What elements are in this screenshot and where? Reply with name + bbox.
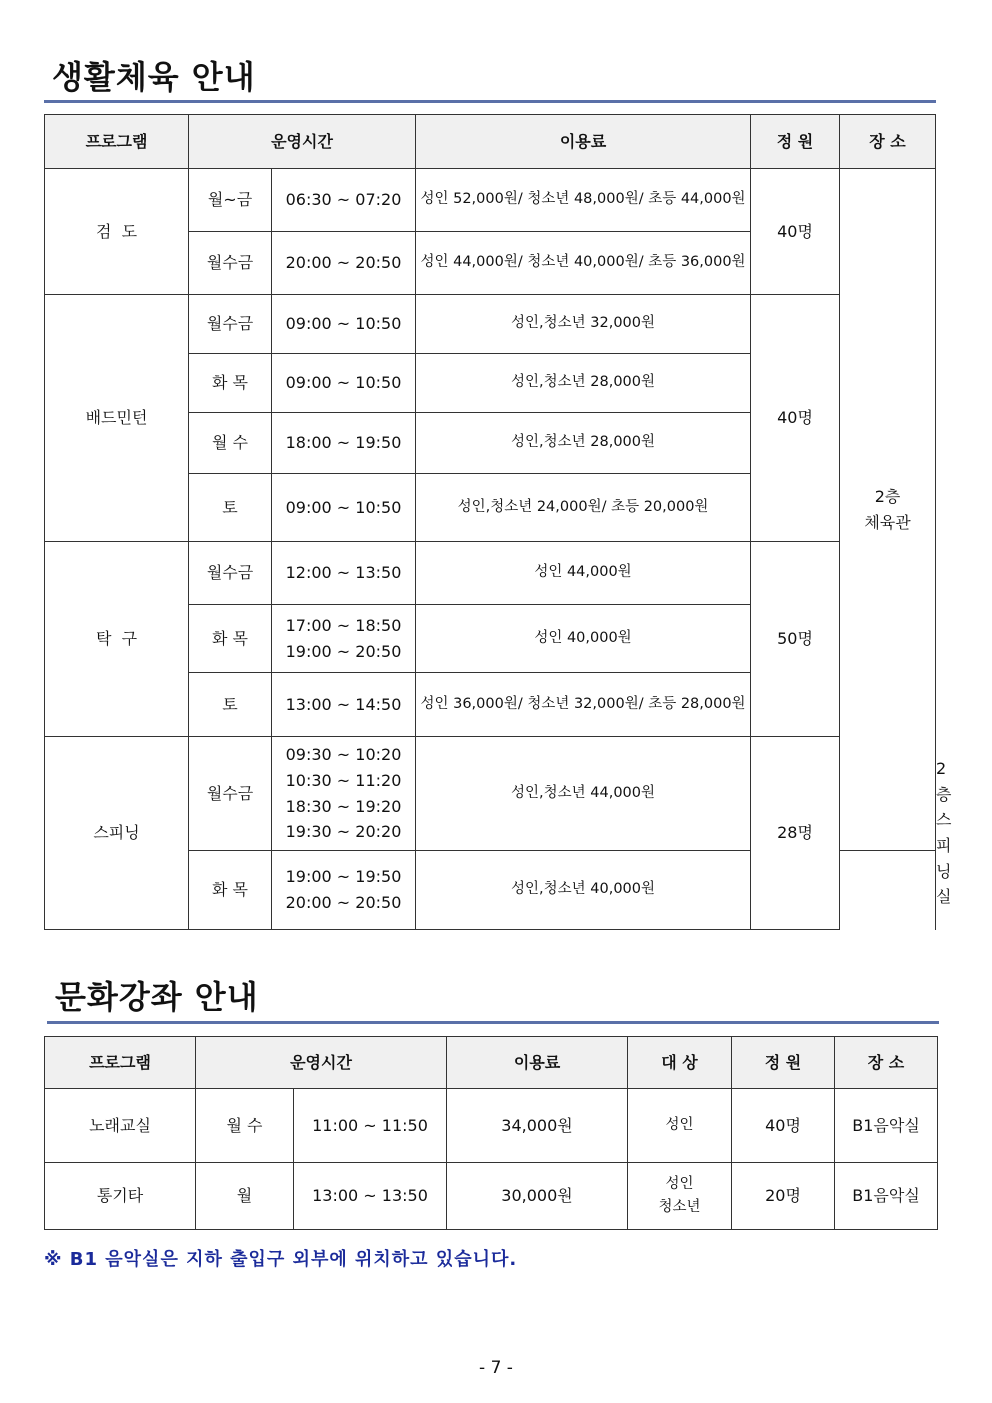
time-cell: 09:00 ~ 10:50: [272, 295, 416, 354]
time-cell: 06:30 ~ 07:20: [272, 169, 416, 232]
fee-cell: 성인,청소년 44,000원: [416, 737, 751, 851]
capacity-cell: 40명: [751, 295, 840, 542]
capacity-cell: 40명: [751, 169, 840, 295]
days-cell: 화 목: [189, 851, 272, 930]
days-cell: 월수금: [189, 737, 272, 851]
program-spinning: 스피닝: [45, 737, 189, 930]
time-line: 18:30 ~ 19:20: [285, 796, 402, 816]
time-cell: [272, 851, 416, 930]
days-cell: 월 수: [196, 1089, 294, 1163]
header-fee: 이용료: [447, 1037, 628, 1089]
capacity-cell: 50명: [751, 542, 840, 737]
music-room-note: ※ B1 음악실은 지하 출입구 외부에 위치하고 있습니다.: [44, 1249, 518, 1270]
fee-cell: 성인,청소년 40,000원: [416, 851, 751, 930]
time-cell: 13:00 ~ 14:50: [272, 673, 416, 737]
time-cell: 12:00 ~ 13:50: [272, 542, 416, 605]
program-pingpong: 탁 구: [45, 542, 189, 737]
target-line: 청소년: [658, 1199, 701, 1215]
sports-table: 프로그램 운영시간 이용료 정 원 장 소 검 도 월~금 06:30 ~ 07:20 성인 52,000원/ 청소년 48,000원/ 초등 44,000원 40명 2층 체육관 월수금 20:00 ~ 20:50 성인 44,000원/ 청소년 40,000원/ 초등 36,000원 배드민턴 월수금 09:00 ~ 10:50 성인,청소년 32,000원 40명 화 목 09:00 ~ 10:50 성인,청소년 28,000원 월 수 18:00 ~ 19:50 성인,청소년 28,000원 토 09:00 ~ 10:50 성인,청소년 24,000원/ 초등 20,000원 탁 구 월수금 12:00 ~ 13:50 성인 44,000원 50명 화 목 17:00 ~ 18:50 19:00 ~ 20:50 성인 40,000원 토 13:00 ~ 14:50 성인 36,000원/ 청소년 32,000원/ 초등 28,000원 스피닝 월수금 09:30 ~ 10:20 10:30 ~ 11:20 18:30 ~ 19:20 19:30 ~ 20:20 성인,청소년 44,000원 28명 2층 스피닝실 화 목 19:00 ~ 19:50 20:00 ~ 20:50 성인,청소년 40,000원: [44, 114, 936, 930]
time-cell: 09:00 ~ 10:50: [272, 354, 416, 413]
days-cell: 토: [189, 474, 272, 542]
page-number: - 7 -: [479, 1358, 513, 1378]
days-cell: 월수금: [189, 295, 272, 354]
time-line: 20:00 ~ 20:50: [285, 893, 402, 912]
header-fee: 이용료: [416, 115, 751, 169]
culture-table: [44, 1036, 938, 1230]
culture-title-rule: [47, 1021, 939, 1024]
place-cell: B1음악실: [835, 1089, 938, 1163]
days-cell: 월~금: [189, 169, 272, 232]
time-line: 09:30 ~ 10:20: [285, 745, 402, 765]
target-line: 성인: [665, 1116, 694, 1133]
time-cell: [272, 737, 416, 851]
time-cell: 11:00 ~ 11:50: [294, 1089, 447, 1163]
time-line: 19:00 ~ 19:50: [285, 867, 402, 887]
program-cell: 통기타: [45, 1163, 196, 1230]
header-capacity: 정 원: [732, 1037, 835, 1089]
days-cell: 월수금: [189, 232, 272, 295]
fee-cell: 성인 52,000원/ 청소년 48,000원/ 초등 44,000원: [416, 169, 751, 232]
target-line: 성인: [665, 1175, 694, 1192]
header-place: 장 소: [840, 115, 936, 169]
header-time: 운영시간: [196, 1037, 447, 1089]
target-cell: [628, 1089, 732, 1163]
fee-cell: 성인,청소년 32,000원: [416, 295, 751, 354]
time-line: 19:30 ~ 20:20: [285, 822, 402, 842]
place-room: 체육관: [864, 512, 911, 532]
time-cell: [272, 605, 416, 673]
target-cell: [628, 1163, 732, 1230]
place-floor: 2층: [874, 486, 901, 506]
fee-cell: 성인 36,000원/ 청소년 32,000원/ 초등 28,000원: [416, 673, 751, 737]
program-cell: 노래교실: [45, 1089, 196, 1163]
place-cell: B1음악실: [835, 1163, 938, 1230]
sports-title: 생활체육 안내: [52, 58, 256, 96]
time-cell: 09:00 ~ 10:50: [272, 474, 416, 542]
header-time: 운영시간: [189, 115, 416, 169]
fee-cell: 30,000원: [447, 1163, 628, 1230]
time-line: 10:30 ~ 11:20: [285, 770, 402, 790]
capacity-cell: 20명: [732, 1163, 835, 1230]
capacity-cell: 40명: [732, 1089, 835, 1163]
sports-title-rule: [44, 100, 936, 103]
header-program: 프로그램: [45, 115, 189, 169]
days-cell: 월수금: [189, 542, 272, 605]
header-place: 장 소: [835, 1037, 938, 1089]
time-cell: 20:00 ~ 20:50: [272, 232, 416, 295]
fee-cell: 34,000원: [447, 1089, 628, 1163]
program-badminton: 배드민턴: [45, 295, 189, 542]
time-cell: 13:00 ~ 13:50: [294, 1163, 447, 1230]
fee-cell: 성인 44,000원/ 청소년 40,000원/ 초등 36,000원: [416, 232, 751, 295]
days-cell: 화 목: [189, 605, 272, 673]
fee-cell: 성인 40,000원: [416, 605, 751, 673]
time-line: 17:00 ~ 18:50: [285, 615, 402, 635]
days-cell: 월 수: [189, 413, 272, 474]
program-kendo: 검 도: [45, 169, 189, 295]
place-gym: [840, 169, 936, 851]
fee-cell: 성인,청소년 24,000원/ 초등 20,000원: [416, 474, 751, 542]
capacity-cell: 28명: [751, 737, 840, 930]
time-cell: 18:00 ~ 19:50: [272, 413, 416, 474]
header-capacity: 정 원: [751, 115, 840, 169]
days-cell: 월: [196, 1163, 294, 1230]
fee-cell: 성인,청소년 28,000원: [416, 354, 751, 413]
time-line: 19:00 ~ 20:50: [285, 641, 402, 661]
culture-title: 문화강좌 안내: [55, 978, 259, 1016]
fee-cell: 성인,청소년 28,000원: [416, 413, 751, 474]
fee-cell: 성인 44,000원: [416, 542, 751, 605]
days-cell: 화 목: [189, 354, 272, 413]
days-cell: 토: [189, 673, 272, 737]
header-program: 프로그램: [45, 1037, 196, 1089]
header-target: 대 상: [628, 1037, 732, 1089]
